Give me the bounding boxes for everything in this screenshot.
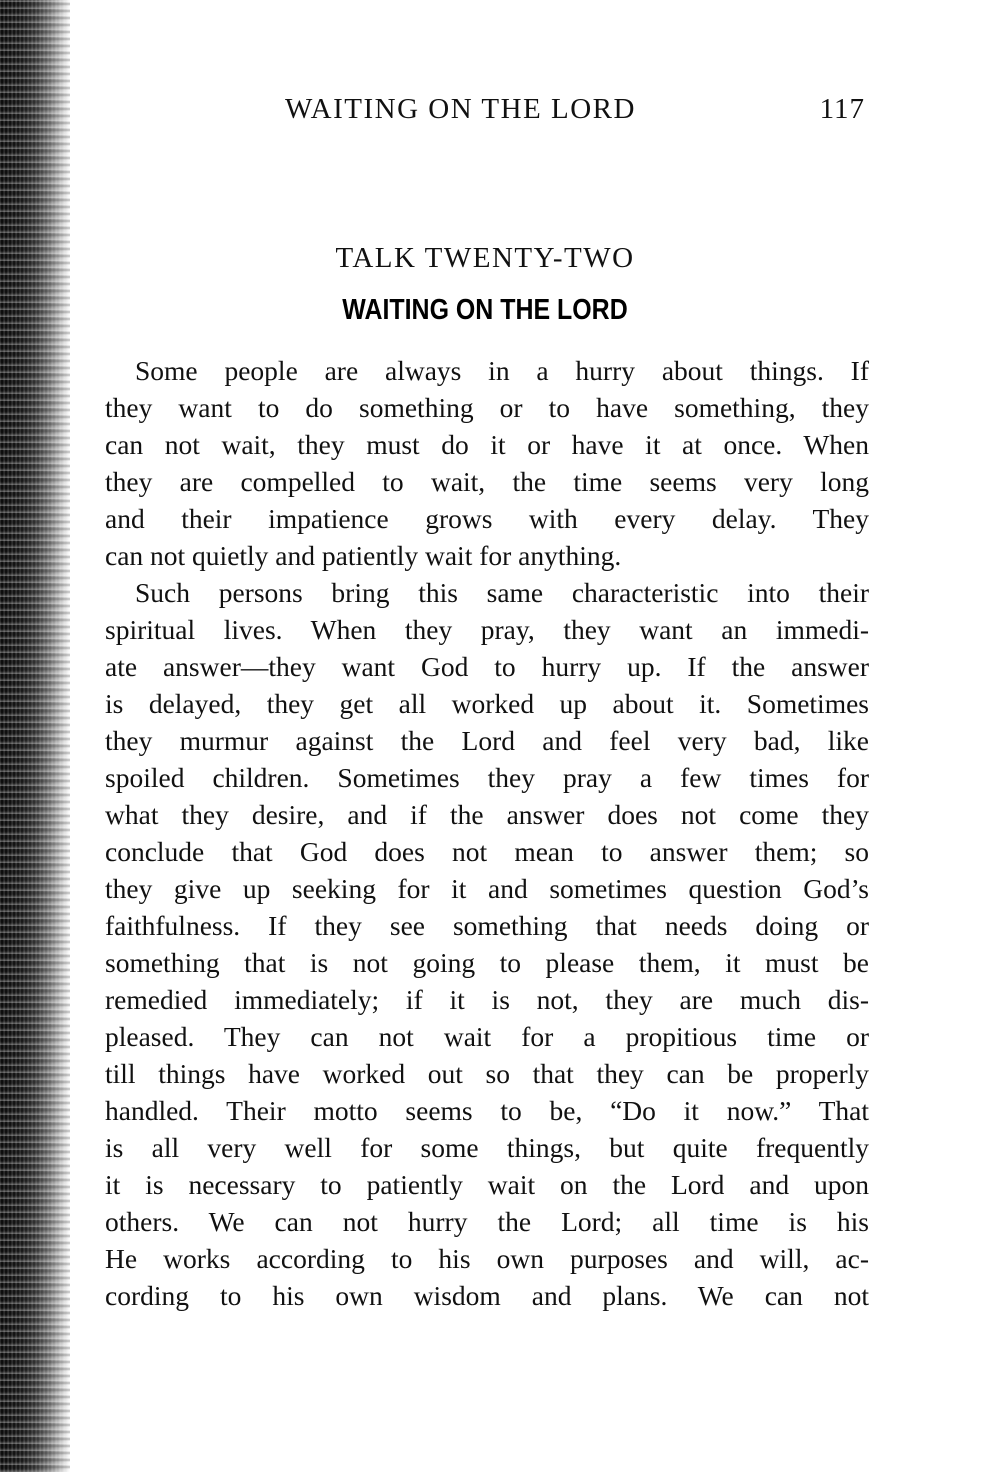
paragraph-2	[105, 574, 869, 1314]
text-line: is delayed, they get all worked up about it. Sometimes	[105, 688, 869, 719]
body-text	[105, 352, 869, 1314]
text-line: pleased. They can not wait for a propitious time or	[105, 1021, 869, 1052]
text-line: spoiled children. Sometimes they pray a few times for	[105, 762, 869, 793]
running-title: WAITING ON THE LORD	[285, 93, 636, 125]
text-line: and their impatience grows with every delay. They	[105, 503, 869, 534]
text-line: remedied immediately; if it is not, they are much dis-	[105, 984, 869, 1015]
paragraph-1	[105, 352, 869, 574]
text-line: till things have worked out so that they can be properly	[105, 1058, 869, 1089]
text-line: is all very well for some things, but quite frequently	[105, 1132, 869, 1163]
talk-label: TALK TWENTY-TWO	[335, 242, 635, 274]
text-line: spiritual lives. When they pray, they want an immedi-	[105, 614, 869, 645]
text-line: ate answer—they want God to hurry up. If the answer	[105, 651, 869, 682]
text-line: it is necessary to patiently wait on the Lord and upon	[105, 1169, 869, 1200]
text-line: others. We can not hurry the Lord; all time is his	[105, 1206, 869, 1237]
text-line: they want to do something or to have something, they	[105, 392, 869, 423]
text-line: they give up seeking for it and sometimes question God’s	[105, 873, 869, 904]
text-line: what they desire, and if the answer does not come they	[105, 799, 869, 830]
text-line: handled. Their motto seems to be, “Do it now.” That	[105, 1095, 869, 1126]
text-line: something that is not going to please them, it must be	[105, 947, 869, 978]
chapter-title: WAITING ON THE LORD	[342, 294, 628, 326]
text-line: He works according to his own purposes and will, ac-	[105, 1243, 869, 1274]
text-line: faithfulness. If they see something that needs doing or	[105, 910, 869, 941]
text-line: can not wait, they must do it or have it at once. When	[105, 429, 869, 460]
scanned-binding-edge	[0, 0, 70, 1472]
text-line: they are compelled to wait, the time seems very long	[105, 466, 869, 497]
running-head	[105, 93, 865, 133]
text-line: they murmur against the Lord and feel very bad, like	[105, 725, 869, 756]
text-line: cording to his own wisdom and plans. We can not	[105, 1280, 869, 1311]
text-line: Some people are always in a hurry about things. If	[135, 355, 869, 386]
text-line: conclude that God does not mean to answer them; so	[105, 836, 869, 867]
text-line: can not quietly and patiently wait for anything.	[105, 540, 622, 571]
page-number: 117	[819, 93, 865, 125]
text-line: Such persons bring this same characteristic into their	[135, 577, 869, 608]
